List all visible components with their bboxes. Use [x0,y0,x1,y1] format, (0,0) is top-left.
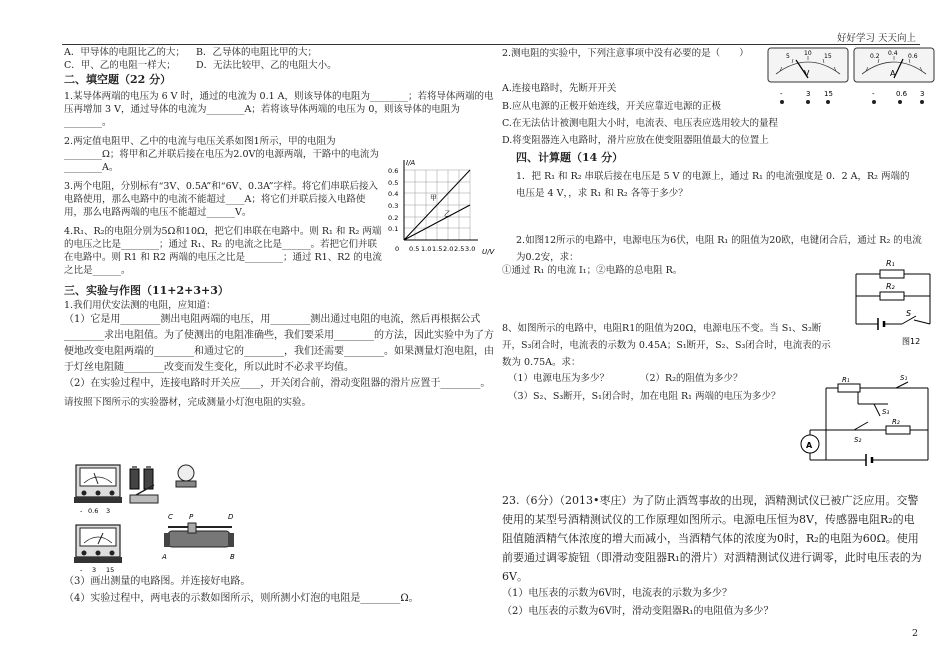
mc-q2-b: B.应从电源的正极开始连线，开关应靠近电源的正极 [502,101,722,112]
xtick: 2.0 [443,245,454,253]
iu-graph [382,156,500,256]
q23-sub2: （2）电压表的示数为6V时，滑动变阻器R₁的电阻值为多少？ [502,606,774,617]
figure-12-circuit [850,252,934,348]
xtick: 0 [395,245,400,253]
exp-photo-note: 请按照下图所示的实验器材，完成测量小灯泡电阻的实验。 [64,397,312,408]
q8-s3: S₃ [882,408,890,416]
voltmeter-device [74,525,122,573]
section-fill-title: 二、填空题（22 分） [64,73,172,86]
calc-q8-3: （3）S₂、S₃断开，S₁闭合时，加在电阻 R₁ 两端的电压为多少？ [508,391,781,402]
graph-xlabel: U/V [482,248,495,256]
fill-q3: 3.两个电阻，分别标有“3V、0.5A”和“6V、0.3A”字样。将它们串联后接入电路使用，那么电路中的电流不能超过____A；将它们并联后接入电路使用，那么电路两端的电压不能超过______V。 [64,181,378,218]
calc-q8-1: （1）电源电压为多少？ [508,373,610,384]
ytick: 0.1 [388,225,399,233]
rheostat-terminal: C [168,513,173,521]
q8-circuit [796,374,936,472]
a-unit: A [890,69,896,78]
xtick: 3.0 [465,245,476,253]
meter-readings [766,44,936,106]
option-d: D．无法比较甲、乙的电阻大小。 [196,60,337,71]
v-terminal: - [780,90,783,98]
label-jia: 甲 [430,194,437,202]
label-yi: 乙 [444,210,451,218]
m1-scale: 3 [106,507,111,515]
section-calc-title: 四、计算题（14 分） [516,151,624,164]
m1-scale: 0.6 [88,507,99,515]
mc-q2-c: C.在无法估计被测电阻大小时，电流表、电压表应选用较大的量程 [502,118,778,129]
ytick: 0.3 [388,202,399,210]
bulb-icon [176,465,196,487]
ytick: 0.2 [388,214,399,222]
exp-q1: （1）它是用________测出电阻两端的电压，用________测出通过电阻的电流，然后再根据公式________求出电阻值。为了使测出的电阻准确些，我们要采用________的方法，因此实验中为了方便地改变电阻两端的________和通过它的________，我们还需要________。如果测量灯泡电阻，由于灯丝电阻随________改变而发生变化，所以此时不必求平均值。 [64,314,494,373]
option-a: A．甲导体的电阻比乙的大； [64,47,185,58]
xtick: 1.5 [432,245,443,253]
rheostat-terminal: B [230,553,235,561]
a-terminal: 3 [920,90,925,98]
ytick: 0.4 [388,190,399,198]
xtick: 2.5 [454,245,465,253]
xtick: 1.0 [421,245,432,253]
page-number: 2 [911,628,918,639]
fill-q2: 2.两定值电阻甲、乙中的电流与电压关系如图1所示，甲的电阻为________Ω；将甲和乙并联后接在电压为2.0V的电源两端，干路中的电流为________A。 [64,136,379,173]
a-tick: 0.2 [870,53,880,60]
option-c: C．甲、乙的电阻一样大； [64,60,176,71]
ammeter-device [74,465,122,515]
calc-q8-2: （2）R₂的阻值为多少？ [640,373,743,384]
fig12-r1: R₁ [886,259,895,268]
fig12-s: S [906,309,912,318]
a-terminal: 0.6 [896,90,908,98]
rheostat-terminal: D [228,513,234,521]
calc-q2-sub: ①通过 R₁ 的电流 I₁；②电路的总电阻 R。 [502,265,683,276]
q8-ammeter: A [806,441,813,450]
calc-q1: 1．把 R₁ 和 R₂ 串联后接在电压是 5 V 的电源上，通过 R₁ 的电流强度是 0．2 A，R₂ 两端的电压是 4 V，，求 R₁ 和 R₂ 各等于多少？ [516,171,910,199]
mc-q2-title: 2.测电阻的实验中，下列注意事项中没有必要的是（ ） [502,48,749,59]
a-tick: 0.4 [888,50,898,57]
exp-q3: （3）画出测量的电路图。并连接好电路。 [64,576,251,587]
exp-intro: 1.我们用伏安法测的电阻，应知道： [64,300,216,311]
graph-ylabel: I/A [406,159,416,167]
section-experiment-title: 三、实验与作图（11+2+3+3） [64,284,229,297]
fig12-caption: 图12 [902,337,921,346]
option-b: B．乙导体的电阻比甲的大； [196,47,317,58]
voltmeter-reading [768,48,848,104]
fill-q1: 1.某导体两端的电压为 6 V 时，通过的电流为 0.1 A，则该导体的电阻为________；若将导体两端的电压再增加 3 V，通过导体的电流为________A；若将该导体两端的电压为 0，则该导体的电阻为________。 [64,91,494,128]
header-motto: 好好学习 天天向上 [836,33,916,44]
a-terminal: - [872,90,875,98]
rheostat-terminal: P [189,513,194,521]
rheostat-device [161,513,235,561]
m2-scale: 15 [106,566,115,573]
mc-q2-d: D.将变阻器连入电路时，滑片应放在使变阻器阻值最大的位置上 [502,135,769,146]
exp-q2: （2）在实验过程中，连接电路时开关应____，开关闭合前，滑动变阻器的滑片应置于________。 [64,378,491,389]
m1-scale: - [80,507,83,515]
v-tick: 10 [804,50,812,57]
v-tick: 15 [824,53,832,60]
q8-r1: R₁ [842,376,850,384]
v-terminal: 15 [824,90,833,98]
q23-text: 23.（6分）（2013•枣庄）为了防止酒驾事故的出现，酒精测试仪已被广泛应用。交警使用的某型号酒精测试仪的工作原理如图所示。电源电压恒为8V，传感器电阻R₂的电阻值随酒精气体浓度的增大而减小，当酒精气体的浓度为0时，R₂的电阻为60Ω。使用前要通过调零旋钮（即滑动变阻器R₁的滑片）对酒精测试仪进行调零，此时电压表的为6V。 [502,494,922,583]
ytick: 0.6 [388,167,399,175]
v-terminal: 3 [806,90,811,98]
q8-s2: S₂ [854,436,862,444]
fill-q4: 4.R₁、R₂的电阻分别为5Ω和10Ω，把它们串联在电路中。则 R₁ 和 R₂ 两端的电压之比是________；通过 R₁、R₂ 的电流之比是______。若把它们并联在电路中。则 R1 和 R2 两端的电压之比是________；通过 R1、R2 的电流之比是______。 [64,226,382,276]
q23-sub1: （1）电压表的示数为6V时，电流表的示数为多少？ [502,588,732,599]
m2-scale: - [80,566,83,573]
calc-q2: 2.如图12所示的电路中，电源电压为6伏，电阻 R₁ 的阻值为20欧，电键闭合后，通过 R₂ 的电流为0.2安，求： [516,235,922,263]
v-unit: V [804,69,810,78]
battery-icon [130,466,153,489]
xtick: 0.5 [409,245,420,253]
apparatus-picture [68,455,278,573]
calc-q8: 8、如图所示的电路中，电阻R1的阻值为20Ω，电源电压不变。当 S₁、S₂断开，S₃闭合时，电流表的示数为 0.45A；S₁断开，S₂、S₃闭合时，电流表的示数为 0.75A。求： [502,323,831,368]
q8-s1: S₁ [900,374,908,382]
ammeter-reading [854,48,934,104]
exp-q4: （4）实验过程中，两电表的示数如图所示，则所测小灯泡的电阻是________Ω。 [64,593,419,604]
a-tick: 0.6 [908,53,918,60]
ytick: 0.5 [388,179,399,187]
mc-q2-a: A.连接电路时，先断开开关 [502,83,617,94]
rheostat-terminal: A [162,553,167,561]
v-tick: 5 [786,53,790,60]
q8-r2: R₂ [892,418,900,426]
fig12-r2: R₂ [886,282,895,291]
m2-scale: 3 [92,566,97,573]
